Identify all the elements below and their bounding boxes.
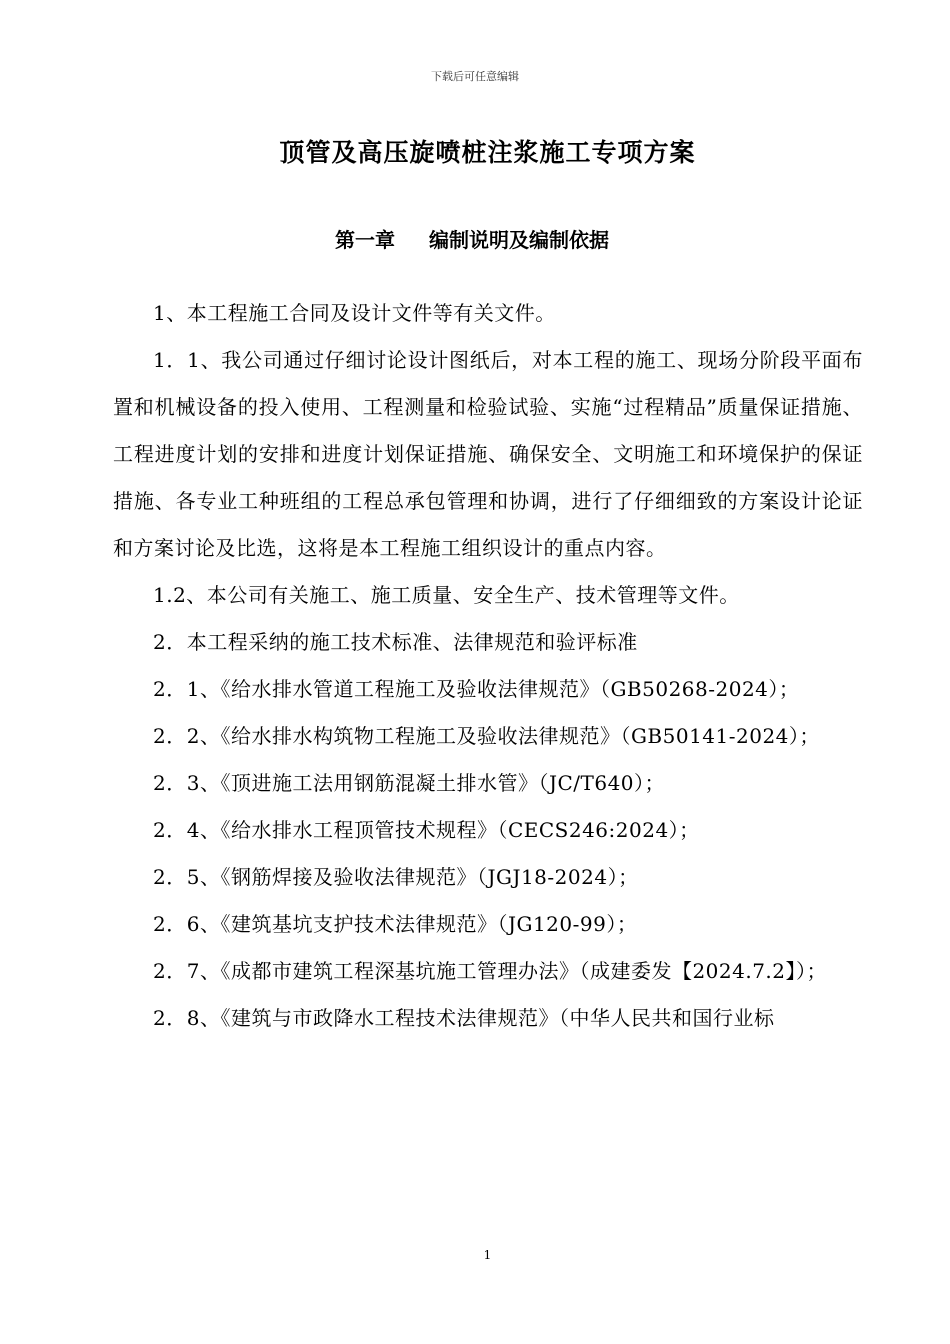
paragraph: 2．本工程采纳的施工技术标准、法律规范和验评标准	[153, 630, 638, 654]
reference-item: 2．6、《建筑基坑支护技术法律规范》（JG120-99）；	[153, 912, 638, 936]
body-text	[113, 290, 863, 1042]
chapter-number: 第一章	[335, 228, 395, 252]
reference-item: 2．7、《成都市建筑工程深基坑施工管理办法》（成建委发【2024.7.2】）；	[153, 959, 828, 983]
reference-item: 2．4、《给水排水工程顶管技术规程》（CECS246:2024）；	[153, 818, 700, 842]
reference-item: 2．2、《给水排水构筑物工程施工及验收法律规范》（GB50141-2024）；	[153, 724, 820, 748]
reference-item: 2．5、《钢筋焊接及验收法律规范》（JGJ18-2024）；	[153, 865, 639, 889]
reference-item: 2．1、《给水排水管道工程施工及验收法律规范》（GB50268-2024）；	[153, 677, 800, 701]
header-note: 下载后可任意编辑	[431, 70, 519, 83]
paragraph: 1、本工程施工合同及设计文件等有关文件。	[153, 301, 556, 325]
paragraph: 1.2、本公司有关施工、施工质量、安全生产、技术管理等文件。	[153, 583, 740, 607]
document-title: 顶管及高压旋喷桩注浆施工专项方案	[279, 138, 696, 167]
chapter-name: 编制说明及编制依据	[429, 228, 609, 252]
reference-item: 2．3、《顶进施工法用钢筋混凝土排水管》（JC/T640）；	[153, 771, 666, 795]
page-number: 1	[483, 1248, 492, 1262]
reference-item: 2．8、《建筑与市政降水工程技术法律规范》（中华人民共和国行业标	[153, 1006, 775, 1030]
paragraph: 1．1、我公司通过仔细讨论设计图纸后，对本工程的施工、现场分阶段平面布置和机械设备的投入使用、工程测量和检验试验、实施“过程精品”质量保证措施、工程进度计划的安排和进度计划保证措施、确保安全、文明施工和环境保护的保证措施、各专业工种班组的工程总承包管理和协调，进行了仔细细致的方案设计论证和方案讨论及比选，这将是本工程施工组织设计的重点内容。	[113, 348, 863, 560]
chapter-heading	[335, 224, 609, 253]
